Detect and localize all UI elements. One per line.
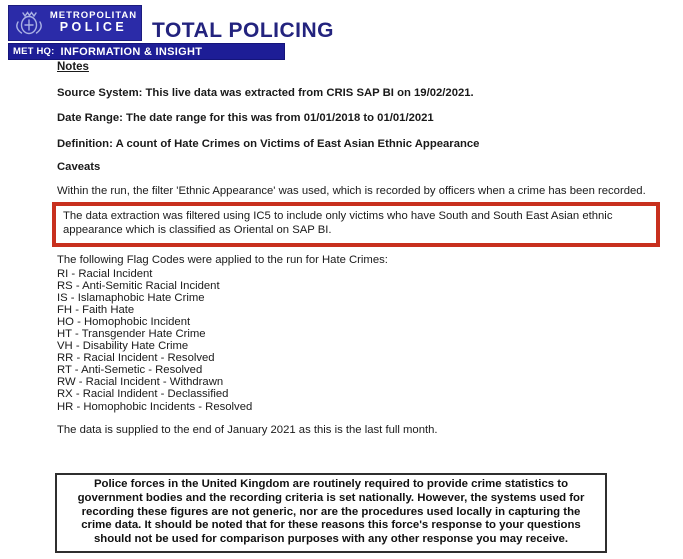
flag-codes-intro: The following Flag Codes were applied to the run for Hate Crimes: (57, 254, 388, 266)
caveats-heading: Caveats (57, 161, 101, 173)
flag-code-item: HO - Homophobic Incident (57, 315, 191, 328)
flag-code-item: HT - Transgender Hate Crime (57, 327, 206, 340)
flag-code-item: VH - Disability Hate Crime (57, 340, 189, 353)
flag-code-item: RI - Racial Incident (57, 267, 153, 280)
logo-text (49, 11, 141, 34)
flag-code-item: RR - Racial Incident - Resolved (57, 352, 215, 365)
definition-line: Definition: A count of Hate Crimes on Victims of East Asian Ethnic Appearance (57, 137, 480, 150)
notes-heading: Notes (57, 61, 89, 73)
banner-title: INFORMATION & INSIGHT (60, 45, 203, 58)
total-policing-tagline: TOTAL POLICING (152, 19, 335, 42)
flag-code-item: RT - Anti-Semetic - Resolved (57, 364, 203, 377)
met-police-crest-icon (13, 8, 45, 38)
document-body (57, 57, 661, 437)
flag-code-item: RX - Racial Indident - Declassified (57, 388, 229, 401)
met-police-logo (8, 5, 142, 41)
flag-code-item: RW - Racial Incident - Withdrawn (57, 376, 224, 389)
disclaimer-box (55, 473, 607, 553)
data-supplied-note: The data is supplied to the end of January 2021 as this is the last full month. (57, 423, 438, 436)
logo-line-metropolitan: METROPOLITAN (49, 10, 138, 22)
flag-codes-list (57, 268, 661, 413)
disclaimer-text: Police forces in the United Kingdom are routinely required to provide crime statistics to government bodies and the recording criteria is set nationally. However, the systems used for recording these figures are not generic, nor are the procedures used locally in capturing the crime data. It should be noted that for these reasons this force's response to your questions should not be used for comparison purposes with any other response you may receive. (77, 478, 585, 546)
date-range-line: Date Range: The date range for this was from 01/01/2018 to 01/01/2021 (57, 112, 434, 124)
flag-code-item: HR - Homophobic Incidents - Resolved (57, 400, 253, 413)
flag-code-item: RS - Anti-Semitic Racial Incident (57, 279, 220, 292)
logo-line-police: POLICE (59, 20, 128, 35)
highlighted-note-box (52, 202, 660, 247)
flag-code-item: IS - Islamaphobic Hate Crime (57, 291, 205, 304)
filter-note-line: Within the run, the filter 'Ethnic Appearance' was used, which is recorded by officers when a crime has been recorded. (57, 184, 646, 197)
source-system-line: Source System: This live data was extracted from CRIS SAP BI on 19/02/2021. (57, 86, 474, 99)
logo-row (8, 5, 334, 41)
banner-prefix: MET HQ: (13, 46, 55, 57)
header (8, 5, 334, 60)
highlighted-note-text: The data extraction was filtered using IC5 to include only victims who have South and South East Asian ethnic appearance which is classified as Oriental on SAP BI. (63, 210, 613, 236)
flag-code-item: FH - Faith Hate (57, 303, 135, 316)
